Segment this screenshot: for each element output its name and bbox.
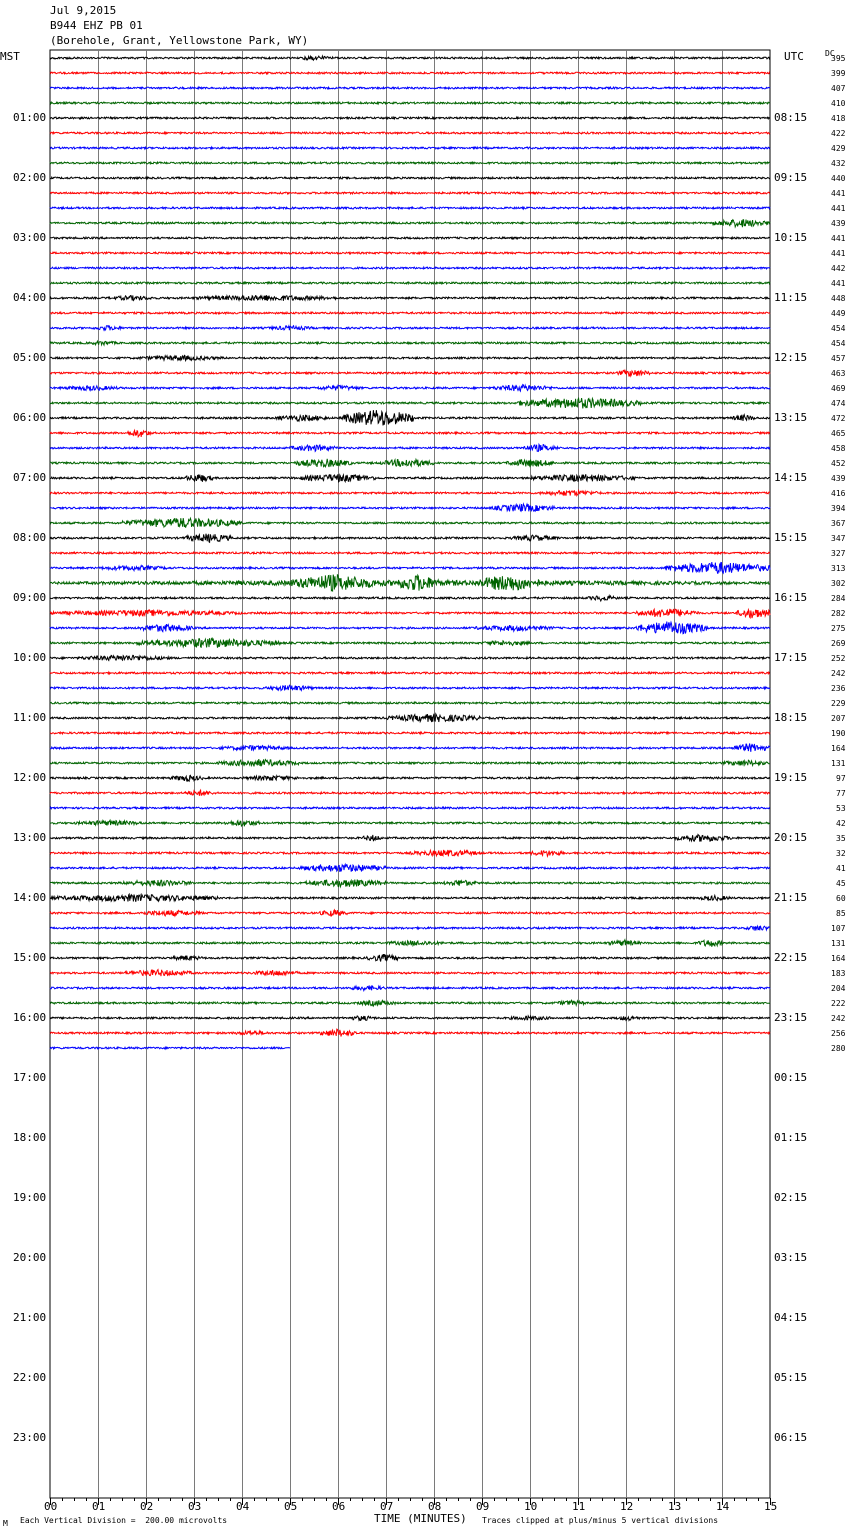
seismic-trace <box>50 864 770 871</box>
seismic-trace <box>50 775 770 781</box>
seismic-trace <box>50 491 770 496</box>
dc-offset-label: 42 <box>836 819 846 828</box>
seismic-trace <box>50 132 770 134</box>
dc-offset-label: 190 <box>831 729 846 738</box>
chart-date: Jul 9,2015 <box>50 4 117 17</box>
seismic-trace <box>50 744 770 752</box>
dc-offset-label: 164 <box>831 744 846 753</box>
seismic-trace <box>50 596 770 601</box>
dc-offset-label: 469 <box>831 384 846 393</box>
x-tick-label: 10 <box>524 1500 538 1513</box>
dc-offset-label: 448 <box>831 294 846 303</box>
dc-offset-label: 107 <box>831 924 846 933</box>
dc-offset-label: 463 <box>831 369 846 378</box>
mst-hour-label: 23:00 <box>13 1431 47 1444</box>
x-tick-label: 00 <box>44 1500 58 1513</box>
utc-hour-label: 09:15 <box>774 171 808 184</box>
dc-offset-label: 418 <box>831 114 846 123</box>
utc-hour-label: 22:15 <box>774 951 808 964</box>
seismic-trace <box>50 192 770 194</box>
dc-offset-label: 207 <box>831 714 846 723</box>
mst-hour-label: 09:00 <box>13 591 47 604</box>
mst-hour-label: 20:00 <box>13 1251 47 1264</box>
x-tick-label: 01 <box>92 1500 106 1513</box>
utc-hour-label: 13:15 <box>774 411 808 424</box>
seismic-trace <box>50 850 770 856</box>
seismic-trace <box>50 385 770 392</box>
x-tick-label: 05 <box>284 1500 298 1513</box>
seismic-trace <box>50 87 770 89</box>
dc-offset-label: 465 <box>831 429 846 438</box>
utc-hour-label: 15:15 <box>774 531 808 544</box>
seismic-trace <box>50 685 770 690</box>
seismic-trace <box>50 295 770 301</box>
seismic-trace <box>50 638 770 647</box>
seismic-trace <box>50 102 770 104</box>
x-tick-label: 03 <box>188 1500 202 1513</box>
seismic-trace <box>50 355 770 360</box>
utc-hour-label: 11:15 <box>774 291 808 304</box>
seismic-trace <box>50 714 770 722</box>
dc-offset-label: 204 <box>831 984 846 993</box>
dc-offset-label: 32 <box>836 849 846 858</box>
utc-hour-label: 00:15 <box>774 1071 808 1084</box>
x-tick-label: 11 <box>572 1500 586 1513</box>
dc-offset-label: 302 <box>831 579 846 588</box>
seismic-trace <box>50 910 770 916</box>
dc-offset-label: 429 <box>831 144 846 153</box>
seismic-trace <box>50 702 770 704</box>
dc-offset-label: 399 <box>831 69 846 78</box>
dc-offset-label: 454 <box>831 324 846 333</box>
seismic-trace <box>50 655 770 660</box>
mst-hour-label: 15:00 <box>13 951 47 964</box>
dc-offset-label: 242 <box>831 1014 846 1023</box>
station-code: B944 EHZ PB 01 <box>50 19 143 32</box>
seismic-trace <box>50 575 770 591</box>
mst-hour-label: 14:00 <box>13 891 47 904</box>
dc-offset-label: 441 <box>831 279 846 288</box>
dc-offset-label: 407 <box>831 84 846 93</box>
utc-hour-label: 16:15 <box>774 591 808 604</box>
dc-offset-label: 439 <box>831 219 846 228</box>
dc-offset-label: 131 <box>831 759 846 768</box>
mst-hour-label: 07:00 <box>13 471 47 484</box>
seismic-trace <box>50 926 770 931</box>
dc-offset-label: 77 <box>836 789 846 798</box>
seismic-trace <box>50 940 770 947</box>
seismic-trace <box>50 430 770 437</box>
utc-hour-label: 12:15 <box>774 351 808 364</box>
x-tick-label: 15 <box>764 1500 778 1513</box>
utc-hour-label: 03:15 <box>774 1251 808 1264</box>
dc-offset-label: 236 <box>831 684 846 693</box>
utc-hour-label: 02:15 <box>774 1191 808 1204</box>
dc-offset-label: 284 <box>831 594 846 603</box>
seismic-trace <box>50 1000 770 1006</box>
dc-offset-label: 439 <box>831 474 846 483</box>
x-axis-label: TIME (MINUTES) <box>374 1512 467 1525</box>
dc-offset-label: 440 <box>831 174 846 183</box>
dc-offset-label: 313 <box>831 564 846 573</box>
seismic-trace <box>50 220 770 228</box>
dc-offset-label: 395 <box>831 54 846 63</box>
seismic-trace <box>50 72 770 74</box>
dc-offset-label: 432 <box>831 159 846 168</box>
seismic-trace <box>50 147 770 149</box>
mst-hour-label: 01:00 <box>13 111 47 124</box>
seismic-trace <box>50 609 770 618</box>
dc-offset-label: 45 <box>836 879 846 888</box>
mst-hour-label: 19:00 <box>13 1191 47 1204</box>
right-axis-title: UTC <box>784 50 804 63</box>
utc-hour-label: 20:15 <box>774 831 808 844</box>
dc-offset-label: 97 <box>836 774 846 783</box>
x-tick-label: 06 <box>332 1500 346 1513</box>
dc-offset-label: 242 <box>831 669 846 678</box>
mst-hour-label: 18:00 <box>13 1131 47 1144</box>
clip-note: Traces clipped at plus/minus 5 vertical divisions <box>482 1516 719 1525</box>
mst-hour-label: 06:00 <box>13 411 47 424</box>
utc-hour-label: 14:15 <box>774 471 808 484</box>
dc-offset-label: 422 <box>831 129 846 138</box>
seismic-trace <box>50 252 770 254</box>
seismic-trace <box>50 1016 770 1021</box>
dc-offset-label: 452 <box>831 459 846 468</box>
seismic-trace <box>50 459 770 467</box>
dc-offset-label: 256 <box>831 1029 846 1038</box>
scale-note: Each Vertical Division = 200.00 microvolts <box>20 1516 228 1525</box>
seismic-trace <box>50 954 770 961</box>
dc-offset-label: 441 <box>831 204 846 213</box>
left-axis-title: MST <box>0 50 20 63</box>
utc-hour-label: 06:15 <box>774 1431 808 1444</box>
utc-hour-label: 18:15 <box>774 711 808 724</box>
utc-hour-label: 23:15 <box>774 1011 808 1024</box>
seismic-trace <box>50 162 770 164</box>
seismic-trace <box>50 985 770 990</box>
dc-offset-label: 229 <box>831 699 846 708</box>
seismic-trace <box>50 552 770 554</box>
dc-offset-label: 53 <box>836 804 846 813</box>
dc-offset-label: 183 <box>831 969 846 978</box>
dc-offset-label: 164 <box>831 954 846 963</box>
seismic-trace <box>50 894 770 902</box>
dc-offset-label: 416 <box>831 489 846 498</box>
mst-hour-label: 04:00 <box>13 291 47 304</box>
dc-offset-label: 327 <box>831 549 846 558</box>
seismic-trace <box>50 237 770 239</box>
dc-offset-label: 367 <box>831 519 846 528</box>
seismic-trace <box>50 1029 770 1036</box>
seismic-trace <box>50 790 770 796</box>
dc-offset-label: 282 <box>831 609 846 618</box>
x-tick-label: 13 <box>668 1500 682 1513</box>
dc-offset-label: 252 <box>831 654 846 663</box>
seismic-trace <box>50 534 770 543</box>
mst-hour-label: 02:00 <box>13 171 47 184</box>
dc-offset-label: 60 <box>836 894 846 903</box>
dc-offset-label: 85 <box>836 909 846 918</box>
mst-hour-label: 03:00 <box>13 231 47 244</box>
seismic-trace <box>50 504 770 511</box>
x-tick-label: 14 <box>716 1500 730 1513</box>
seismic-trace <box>50 1047 290 1049</box>
seismic-trace <box>50 518 770 528</box>
mst-hour-label: 22:00 <box>13 1371 47 1384</box>
dc-offset-label: 454 <box>831 339 846 348</box>
seismic-trace <box>50 282 770 284</box>
mst-hour-label: 12:00 <box>13 771 47 784</box>
x-tick-label: 12 <box>620 1500 634 1513</box>
x-tick-label: 09 <box>476 1500 490 1513</box>
dc-offset-label: 457 <box>831 354 846 363</box>
seismic-trace <box>50 410 770 425</box>
dc-offset-label: 280 <box>831 1044 846 1053</box>
seismic-trace <box>50 341 770 345</box>
dc-offset-label: 472 <box>831 414 846 423</box>
mst-hour-label: 17:00 <box>13 1071 47 1084</box>
seismic-trace <box>50 398 770 408</box>
mst-hour-label: 13:00 <box>13 831 47 844</box>
x-tick-label: 08 <box>428 1500 442 1513</box>
seismic-trace <box>50 562 770 574</box>
seismic-trace <box>50 56 770 60</box>
dc-offset-label: 410 <box>831 99 846 108</box>
dc-offset-label: 441 <box>831 189 846 198</box>
utc-hour-label: 04:15 <box>774 1311 808 1324</box>
dc-offset-label: 441 <box>831 234 846 243</box>
seismic-trace <box>50 807 770 809</box>
dc-offset-label: 347 <box>831 534 846 543</box>
dc-offset-label: 394 <box>831 504 846 513</box>
seismic-trace <box>50 117 770 119</box>
dc-title: DC <box>825 49 835 58</box>
utc-hour-label: 08:15 <box>774 111 808 124</box>
seismic-trace <box>50 326 770 331</box>
utc-hour-label: 17:15 <box>774 651 808 664</box>
mst-hour-label: 11:00 <box>13 711 47 724</box>
dc-offset-label: 442 <box>831 264 846 273</box>
seismic-trace <box>50 267 770 269</box>
seismic-trace <box>50 622 770 634</box>
utc-hour-label: 01:15 <box>774 1131 808 1144</box>
dc-offset-label: 35 <box>836 834 846 843</box>
seismic-trace <box>50 820 770 826</box>
dc-offset-label: 41 <box>836 864 846 873</box>
seismic-trace <box>50 759 770 766</box>
seismic-trace <box>50 732 770 734</box>
dc-offset-label: 222 <box>831 999 846 1008</box>
x-tick-label: 02 <box>140 1500 154 1513</box>
dc-offset-label: 441 <box>831 249 846 258</box>
seismic-trace <box>50 835 770 842</box>
x-tick-label: 07 <box>380 1500 394 1513</box>
utc-hour-label: 05:15 <box>774 1371 808 1384</box>
utc-hour-label: 21:15 <box>774 891 808 904</box>
dc-offset-label: 131 <box>831 939 846 948</box>
dc-offset-label: 275 <box>831 624 846 633</box>
seismic-trace <box>50 444 770 451</box>
mst-hour-label: 10:00 <box>13 651 47 664</box>
seismic-trace <box>50 312 770 314</box>
dc-offset-label: 474 <box>831 399 846 408</box>
dc-offset-label: 458 <box>831 444 846 453</box>
dc-offset-label: 449 <box>831 309 846 318</box>
seismic-trace <box>50 970 770 977</box>
mst-hour-label: 21:00 <box>13 1311 47 1324</box>
utc-hour-label: 10:15 <box>774 231 808 244</box>
station-location: (Borehole, Grant, Yellowstone Park, WY) <box>50 34 309 47</box>
utc-hour-label: 19:15 <box>774 771 808 784</box>
mst-hour-label: 16:00 <box>13 1011 47 1024</box>
x-tick-label: 04 <box>236 1500 250 1513</box>
dc-offset-label: 269 <box>831 639 846 648</box>
seismic-trace <box>50 672 770 674</box>
seismic-trace <box>50 880 770 887</box>
corner-mark: M <box>3 1519 8 1528</box>
seismic-trace <box>50 474 770 482</box>
mst-hour-label: 08:00 <box>13 531 47 544</box>
mst-hour-label: 05:00 <box>13 351 47 364</box>
seismic-trace <box>50 370 770 376</box>
seismic-trace <box>50 177 770 179</box>
seismic-trace <box>50 207 770 209</box>
